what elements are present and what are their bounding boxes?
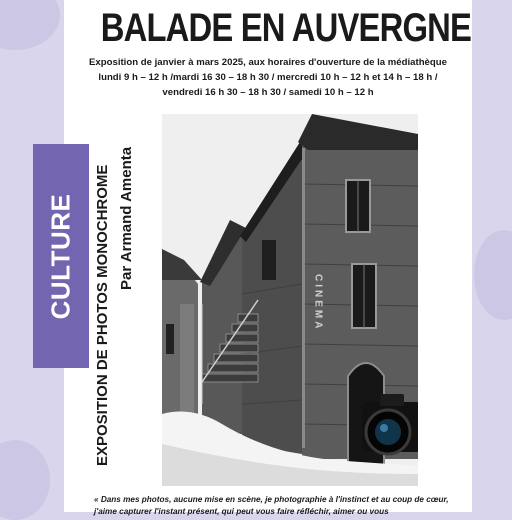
culture-badge-label: CULTURE: [45, 193, 76, 319]
building-photo: [162, 114, 418, 486]
cinema-sign: CINEMA: [312, 274, 324, 332]
info-line: Exposition de janvier à mars 2025, aux horaires d'ouverture de la médiathèque: [89, 57, 447, 68]
poster-title: BALADE EN AUVERGNE: [100, 6, 472, 50]
artist-quote: « Dans mes photos, aucune mise en scène, je photographie à l'instinct et au coup de cœur, j'aime capturer l'instant présent, qui peut vous faire réfléchir, aimer ou vous: [94, 495, 449, 516]
background-shape: [474, 230, 512, 320]
info-line: vendredi 16 h 30 – 18 h 30 / samedi 10 h – 12 h: [162, 87, 374, 98]
camera-icon: [362, 394, 418, 454]
info-block: [64, 55, 472, 100]
culture-badge: [33, 144, 89, 368]
background-shape: [0, 440, 50, 520]
building-photo-illustration: [162, 114, 418, 486]
author-label: Par Armand Amenta: [118, 146, 135, 290]
poster: [45, 0, 472, 516]
info-line: lundi 9 h – 12 h /mardi 16 30 – 18 h 30 / mercredi 10 h – 12 h et 14 h – 18 h /: [98, 72, 438, 83]
background-shape: [0, 0, 60, 50]
exhibition-label: EXPOSITION DE PHOTOS MONOCHROME: [94, 164, 111, 466]
